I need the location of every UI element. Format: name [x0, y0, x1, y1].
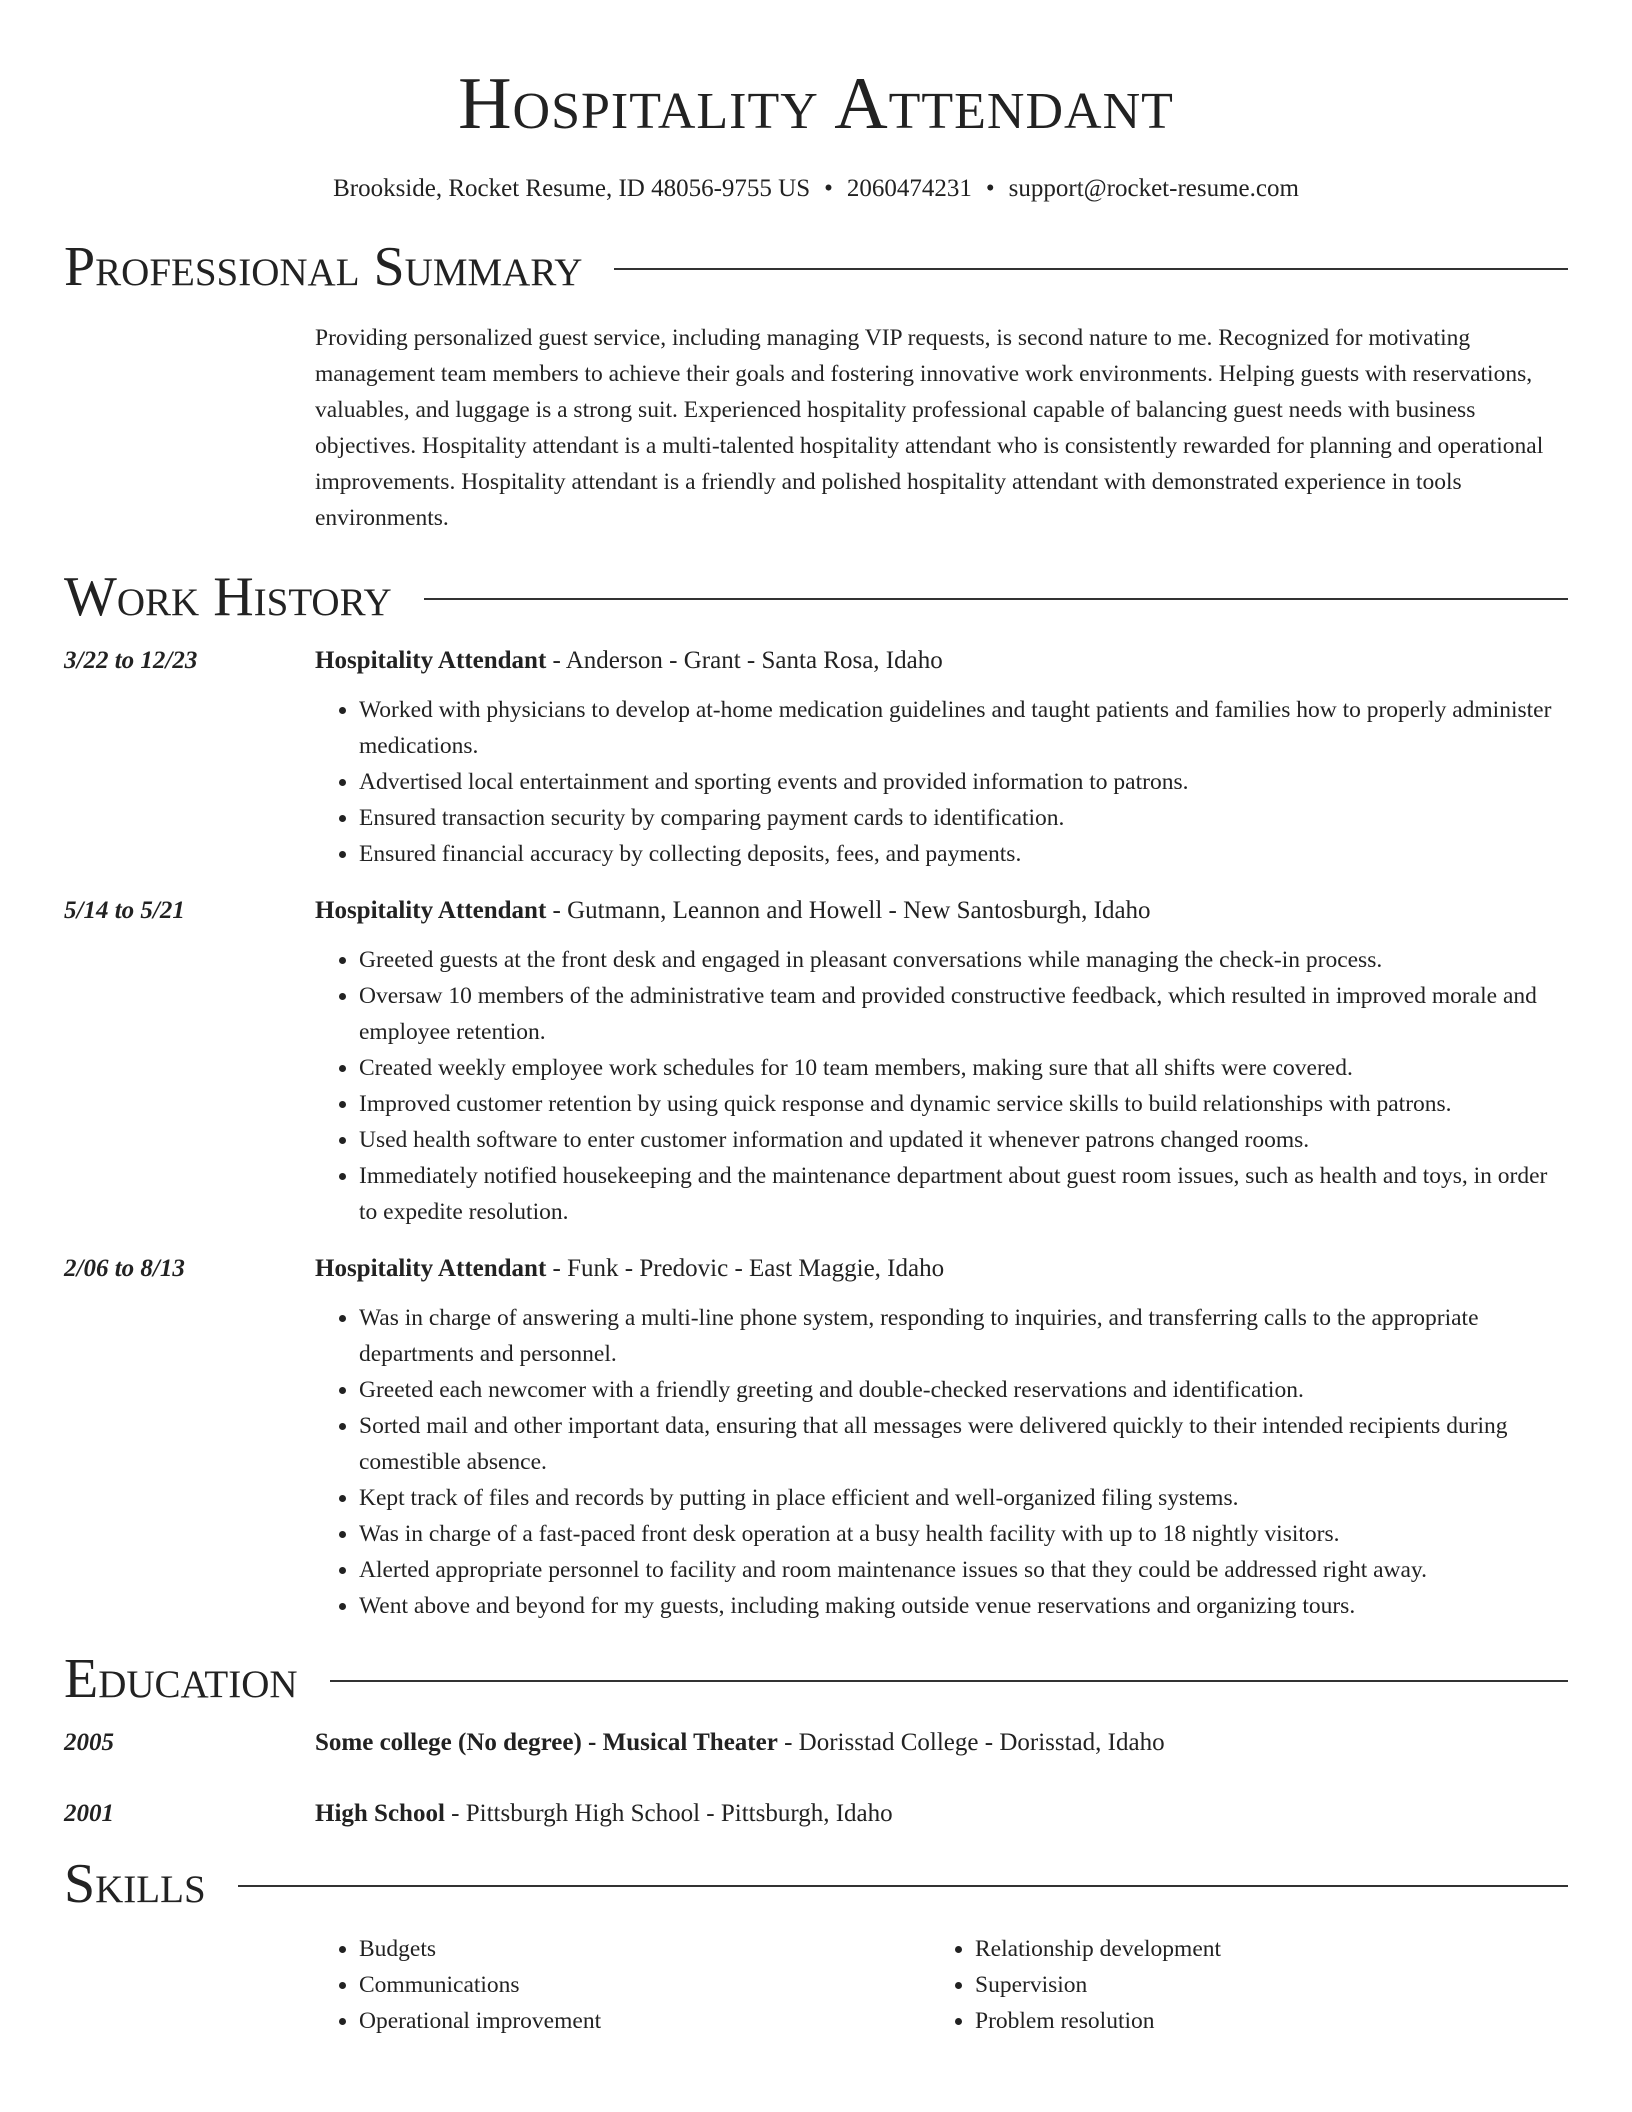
job-entry: [64, 1252, 1568, 1624]
education-section-title: Education: [64, 1648, 298, 1710]
contact-address: Brookside, Rocket Resume, ID 48056-9755 US: [333, 175, 811, 202]
skills-list: [315, 1931, 1568, 2039]
contact-email: support@rocket-resume.com: [1008, 175, 1299, 202]
education-entry: [64, 1797, 1568, 1831]
job-bullet: • Ensured financial accuracy by collecting deposits, fees, and payments.: [359, 836, 1568, 872]
job-bullets: [315, 692, 1568, 872]
job-bullet: • Went above and beyond for my guests, including making outside venue reservations and organizing tours.: [359, 1588, 1568, 1624]
work-section-title: Work History: [64, 566, 392, 628]
skill-item: • Budgets: [359, 1931, 931, 1967]
education-degree: High School: [315, 1800, 445, 1827]
job-heading: [315, 644, 1568, 678]
contact-separator: •: [824, 175, 833, 202]
job-title: Hospitality Attendant: [315, 1255, 547, 1282]
education-entry: [64, 1726, 1568, 1760]
job-title: Hospitality Attendant: [315, 897, 547, 924]
skill-item: • Supervision: [975, 1967, 1547, 2003]
section-divider: [330, 1680, 1568, 1682]
skills-section-title: Skills: [64, 1853, 206, 1915]
section-divider: [238, 1885, 1568, 1887]
job-employer: - Anderson - Grant - Santa Rosa, Idaho: [546, 647, 943, 674]
job-body: [315, 894, 1568, 1230]
education-year: 2005: [64, 1729, 114, 1756]
education-school: - Dorisstad College - Dorisstad, Idaho: [777, 1729, 1165, 1756]
summary-section-title: Professional Summary: [64, 236, 583, 298]
resume-page: [64, 0, 1568, 2039]
work-history-list: [64, 644, 1568, 1624]
job-bullet: • Greeted each newcomer with a friendly greeting and double-checked reservations and identification.: [359, 1372, 1568, 1408]
summary-text: Providing personalized guest service, including managing VIP requests, is second nature to me. Recognized for motivating management team members to achieve their goals and fostering innovative work environments. Helping guests with reservations, valuables, and luggage is a strong suit. Experienced hospitality professional capable of balancing guest needs with business objectives. Hospitality attendant is a multi-talented hospitality attendant who is consistently rewarded for planning and operational improvements. Hospitality attendant is a friendly and polished hospitality attendant with demonstrated experience in tools environments.: [315, 325, 1544, 531]
job-entry: [64, 644, 1568, 872]
job-bullet: • Worked with physicians to develop at-home medication guidelines and taught patients and families how to properly administer medications.: [359, 692, 1568, 764]
job-bullets: [315, 1300, 1568, 1624]
education-year: 2001: [64, 1800, 114, 1827]
contact-line: [64, 172, 1568, 206]
job-title: Hospitality Attendant: [315, 647, 547, 674]
job-body: [315, 1252, 1568, 1624]
education-section-header: [64, 1646, 1568, 1712]
section-divider: [614, 268, 1568, 270]
skill-item: • Operational improvement: [359, 2003, 931, 2039]
education-body: [315, 1797, 1568, 1831]
job-dates: 3/22 to 12/23: [64, 647, 198, 674]
job-bullet: • Immediately notified housekeeping and the maintenance department about guest room issues, such as health and toys, in order to expedite resolution.: [359, 1158, 1568, 1230]
job-bullet: • Alerted appropriate personnel to facility and room maintenance issues so that they could be addressed right away.: [359, 1552, 1568, 1588]
contact-separator: •: [985, 175, 995, 202]
job-dates: 2/06 to 8/13: [64, 1255, 185, 1282]
education-body: [315, 1726, 1568, 1760]
education-degree: Some college (No degree) - Musical Theater: [315, 1729, 778, 1756]
job-bullet: • Was in charge of a fast-paced front desk operation at a busy health facility with up to 18 nightly visitors.: [359, 1516, 1568, 1552]
job-bullet: • Kept track of files and records by putting in place efficient and well-organized filing systems.: [359, 1480, 1568, 1516]
job-bullet: • Created weekly employee work schedules for 10 team members, making sure that all shifts were covered.: [359, 1050, 1568, 1086]
skill-item: • Communications: [359, 1967, 931, 2003]
job-bullet: • Was in charge of answering a multi-line phone system, responding to inquiries, and transferring calls to the appropriate departments and personnel.: [359, 1300, 1568, 1372]
skills-section-header: [64, 1851, 1568, 1917]
contact-phone: 2060474231: [846, 175, 972, 202]
work-section-header: [64, 564, 1568, 630]
education-school: - Pittsburgh High School - Pittsburgh, Idaho: [444, 1800, 893, 1827]
section-divider: [424, 598, 1568, 600]
job-bullets: [315, 942, 1568, 1230]
job-entry: [64, 894, 1568, 1230]
job-bullet: • Used health software to enter customer information and updated it whenever patrons changed rooms.: [359, 1122, 1568, 1158]
skills-column-left: [315, 1931, 931, 2039]
job-employer: - Gutmann, Leannon and Howell - New Santosburgh, Idaho: [546, 897, 1151, 924]
job-heading: [315, 894, 1568, 928]
skill-item: • Problem resolution: [975, 2003, 1547, 2039]
job-dates: 5/14 to 5/21: [64, 897, 185, 924]
skills-column-right: [931, 1931, 1547, 2039]
job-bullet: • Oversaw 10 members of the administrative team and provided constructive feedback, which resulted in improved morale and employee retention.: [359, 978, 1568, 1050]
skill-item: • Relationship development: [975, 1931, 1547, 1967]
summary-section-header: [64, 234, 1568, 300]
job-bullet: • Improved customer retention by using quick response and dynamic service skills to build relationships with patrons.: [359, 1086, 1568, 1122]
job-heading: [315, 1252, 1568, 1286]
education-list: [64, 1726, 1568, 1831]
job-body: [315, 644, 1568, 872]
job-bullet: • Sorted mail and other important data, ensuring that all messages were delivered quickly to their intended recipients during comestible absence.: [359, 1408, 1568, 1480]
job-bullet: • Greeted guests at the front desk and engaged in pleasant conversations while managing the check-in process.: [359, 942, 1568, 978]
job-employer: - Funk - Predovic - East Maggie, Idaho: [546, 1255, 945, 1282]
job-bullet: • Ensured transaction security by comparing payment cards to identification.: [359, 800, 1568, 836]
candidate-name: Hospitality Attendant: [458, 63, 1174, 145]
job-bullet: • Advertised local entertainment and sporting events and provided information to patrons.: [359, 764, 1568, 800]
